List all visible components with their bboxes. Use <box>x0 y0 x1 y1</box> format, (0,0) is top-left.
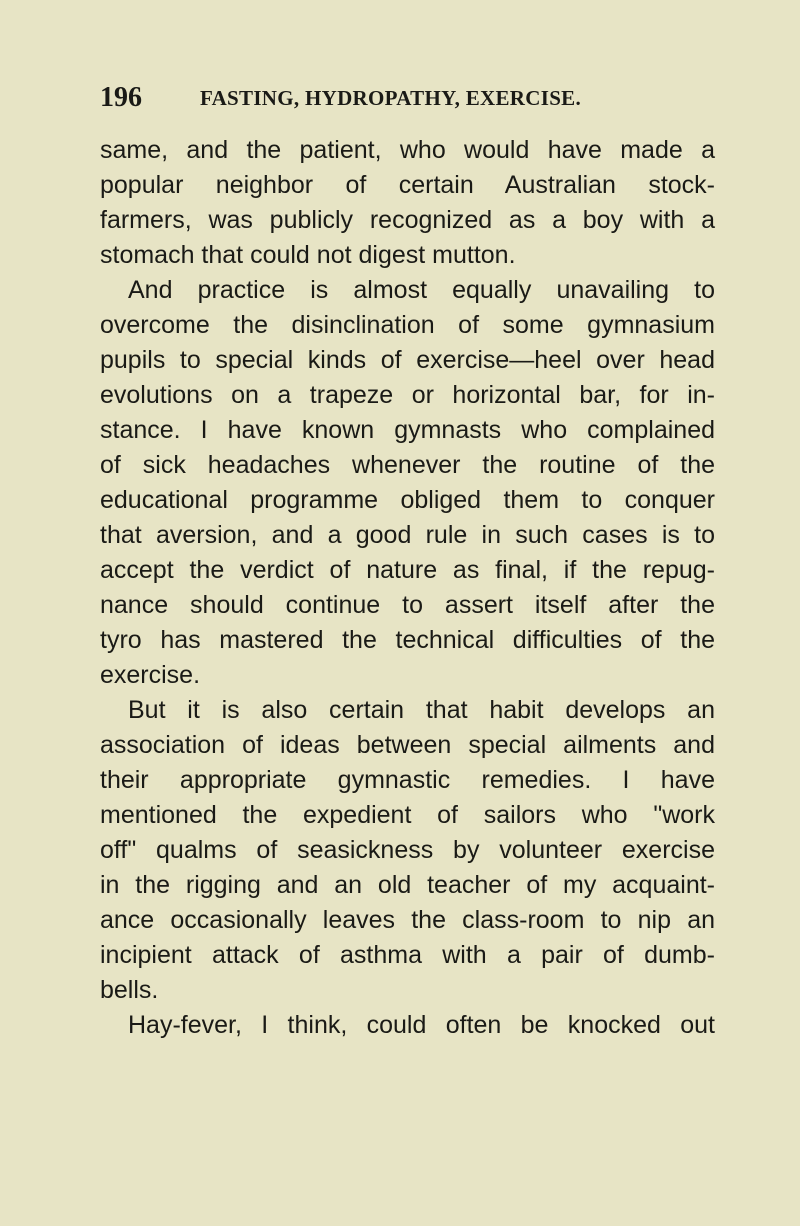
text-line: off" qualms of seasickness by volunteer exercise <box>100 836 715 864</box>
text-line: nance should continue to assert itself after the <box>100 591 715 619</box>
text-line: educational programme obliged them to conquer <box>100 486 715 514</box>
text-line: But it is also certain that habit develops an <box>128 696 715 724</box>
text-line: stance. I have known gymnasts who complained <box>100 416 715 444</box>
text-line: mentioned the expedient of sailors who "work <box>100 801 715 829</box>
page-header <box>100 78 720 118</box>
text-line: same, and the patient, who would have made a <box>100 136 715 164</box>
text-line: association of ideas between special ailments and <box>100 731 715 759</box>
text-line: evolutions on a trapeze or horizontal bar, for in- <box>100 381 715 409</box>
text-line: farmers, was publicly recognized as a boy with a <box>100 206 715 234</box>
text-line: in the rigging and an old teacher of my acquaint- <box>100 871 715 899</box>
text-line: of sick headaches whenever the routine of the <box>100 451 715 479</box>
text-line: stomach that could not digest mutton. <box>100 241 516 269</box>
text-line: incipient attack of asthma with a pair of dumb- <box>100 941 715 969</box>
text-line: accept the verdict of nature as final, if the repug- <box>100 556 715 584</box>
page-number: 196 <box>100 82 142 113</box>
body-text <box>100 133 715 1043</box>
text-line: tyro has mastered the technical difficulties of the <box>100 626 715 654</box>
text-line: Hay-fever, I think, could often be knocked out <box>128 1011 715 1039</box>
text-line: popular neighbor of certain Australian stock- <box>100 171 715 199</box>
running-head: FASTING, HYDROPATHY, EXERCISE. <box>200 86 582 110</box>
text-line: And practice is almost equally unavailing to <box>128 276 715 304</box>
text-line: overcome the disinclination of some gymnasium <box>100 311 715 339</box>
text-line: exercise. <box>100 661 201 689</box>
text-line: ance occasionally leaves the class-room to nip an <box>100 906 715 934</box>
text-line: that aversion, and a good rule in such cases is to <box>100 521 715 549</box>
text-line: their appropriate gymnastic remedies. I have <box>100 766 715 794</box>
text-line: pupils to special kinds of exercise—heel over head <box>100 346 715 374</box>
text-line: bells. <box>100 976 159 1004</box>
